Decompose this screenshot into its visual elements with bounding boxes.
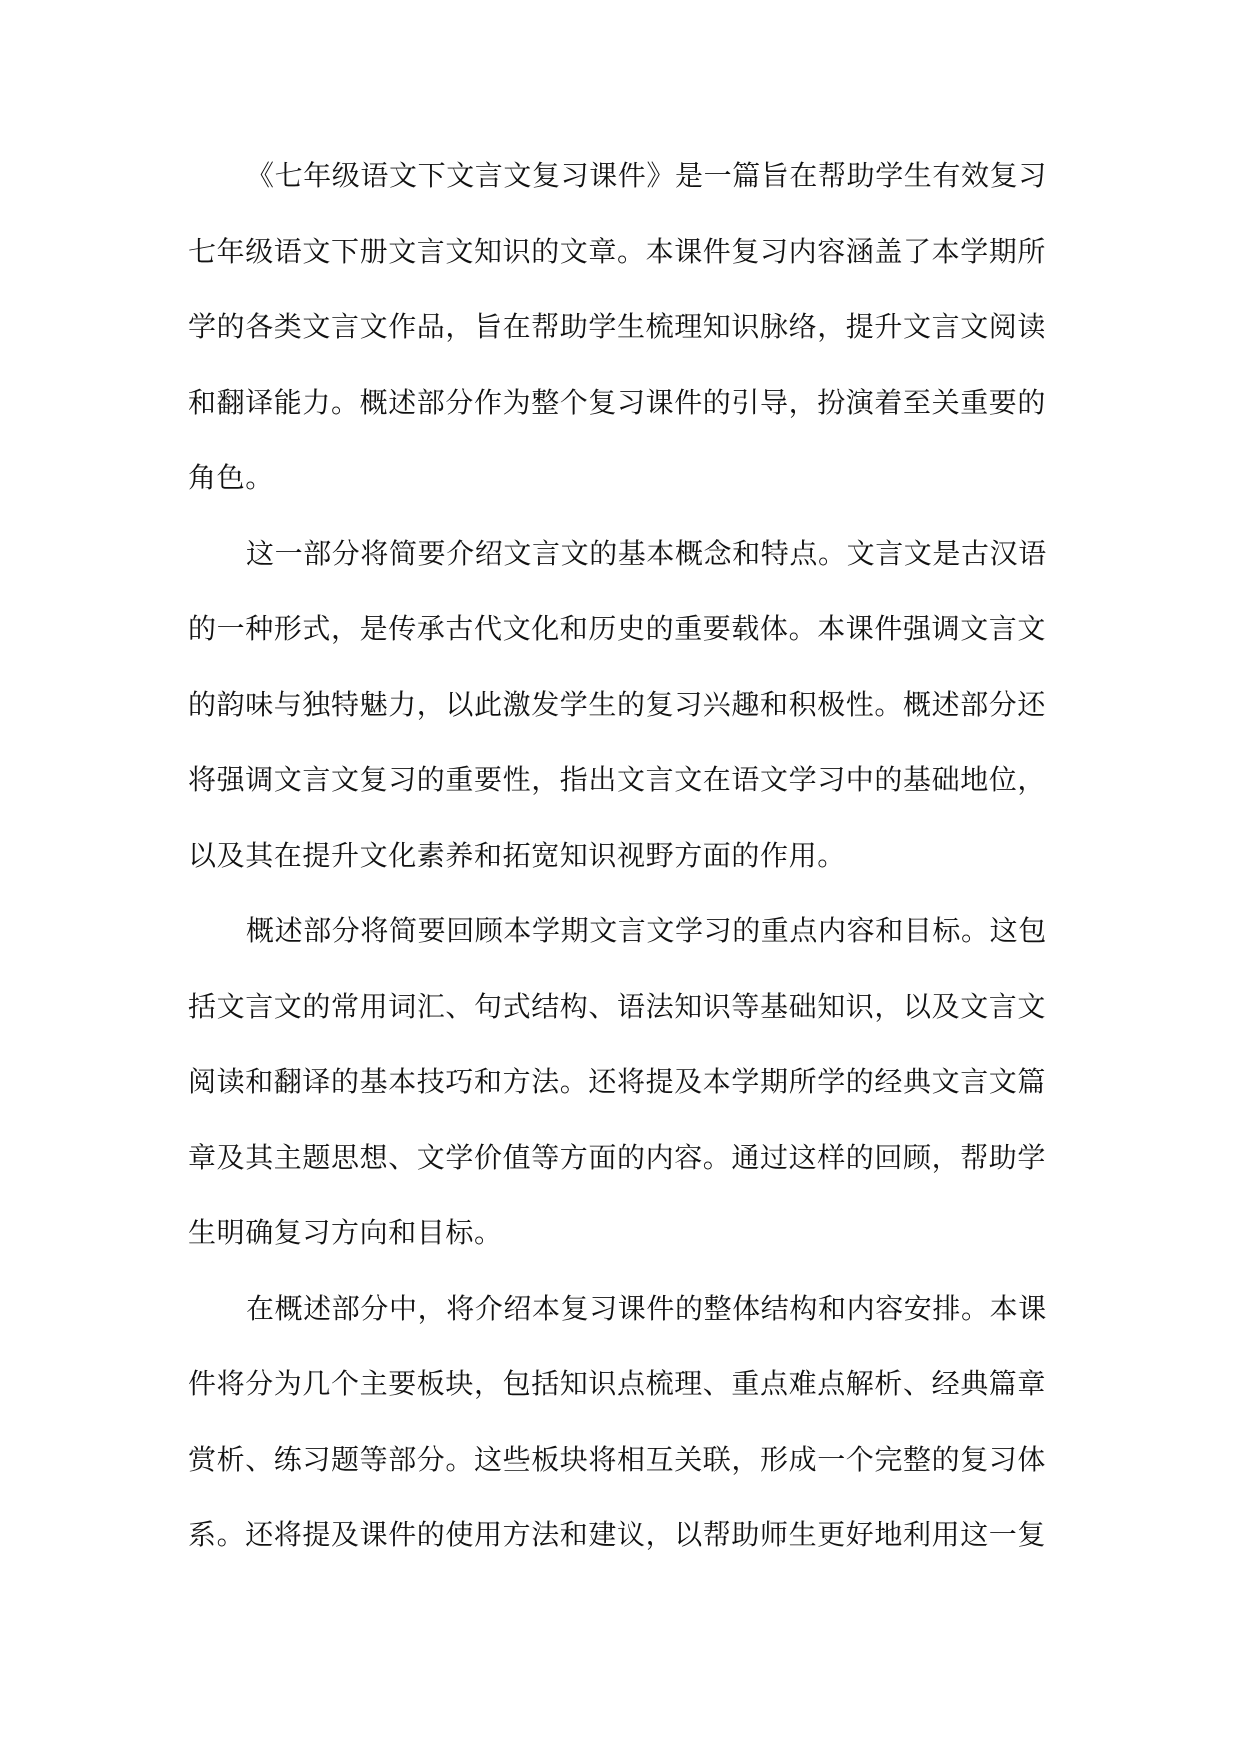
text-line: 赏析、练习题等部分。这些板块将相互关联，形成一个完整的复习体 (188, 1442, 1047, 1476)
text-line: 以及其在提升文化素养和拓宽知识视野方面的作用。 (188, 838, 846, 872)
text-line: 学的各类文言文作品，旨在帮助学生梳理知识脉络，提升文言文阅读 (188, 310, 1047, 343)
text-line: 生明确复习方向和目标。 (188, 1216, 503, 1249)
text-line: 七年级语文下册文言文知识的文章。本课件复习内容涵盖了本学期所 (188, 234, 1047, 268)
text-line: 的韵味与独特魅力，以此激发学生的复习兴趣和积极性。概述部分还 (188, 687, 1047, 721)
text-line: 这一部分将简要介绍文言文的基本概念和特点。文言文是古汉语 (246, 536, 1047, 570)
paragraph-1 (188, 138, 1058, 516)
text-line: 在概述部分中，将介绍本复习课件的整体结构和内容安排。本课 (246, 1291, 1047, 1325)
text-line: 《七年级语文下文言文复习课件》是一篇旨在帮助学生有效复习 (246, 159, 1047, 192)
paragraph-3 (188, 893, 1058, 1271)
text-line: 的一种形式，是传承古代文化和历史的重要载体。本课件强调文言文 (188, 612, 1047, 645)
text-line: 件将分为几个主要板块，包括知识点梳理、重点难点解析、经典篇章 (188, 1367, 1047, 1400)
document-body (188, 138, 1058, 1573)
paragraph-4 (188, 1271, 1058, 1573)
text-line: 章及其主题思想、文学价值等方面的内容。通过这样的回顾，帮助学 (188, 1140, 1047, 1174)
text-line: 括文言文的常用词汇、句式结构、语法知识等基础知识，以及文言文 (188, 989, 1047, 1023)
text-line: 角色。 (188, 461, 274, 494)
text-line: 概述部分将简要回顾本学期文言文学习的重点内容和目标。这包 (246, 914, 1047, 947)
text-line: 系。还将提及课件的使用方法和建议，以帮助师生更好地利用这一复 (188, 1518, 1047, 1551)
text-line: 阅读和翻译的基本技巧和方法。还将提及本学期所学的经典文言文篇 (188, 1065, 1047, 1098)
text-line: 和翻译能力。概述部分作为整个复习课件的引导，扮演着至关重要的 (188, 385, 1047, 419)
paragraph-2 (188, 516, 1058, 894)
text-line: 将强调文言文复习的重要性，指出文言文在语文学习中的基础地位， (188, 763, 1047, 796)
